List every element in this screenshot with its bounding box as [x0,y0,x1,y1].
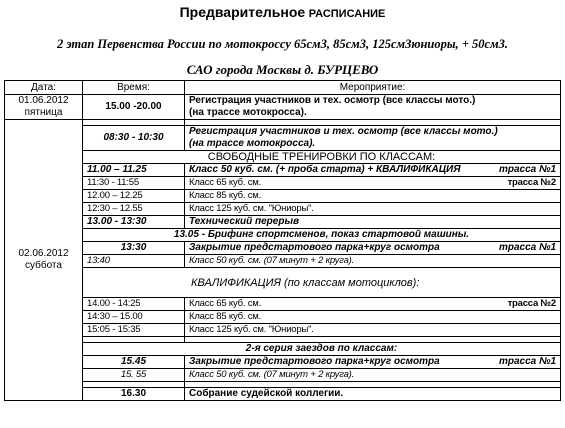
day1-weekday: пятница [24,107,63,118]
reg-event-note: (на трассе мотокросса). [189,138,316,149]
q1-event-cell [185,298,561,311]
table-row [5,255,561,268]
r6-event: Закрытие предстартового парка+круг осмотра [189,242,440,253]
s1-event-cell [185,356,561,369]
section-row [5,229,561,242]
table-row [5,324,561,337]
table-row [5,369,561,382]
s2-event: Класс 50 куб. см. (07 минут + 2 круга). [185,369,561,382]
r4-event: Класс 125 куб. см. "Юниоры". [185,203,561,216]
schedule-table [4,80,561,401]
table-row [5,242,561,255]
day2-date-cell [5,120,83,401]
title-main: Предварительное [179,4,306,20]
r4-time: 12:30 – 12.55 [83,203,185,216]
reg-event: Регистрация участников и тех. осмотр (все классы мото.) [189,126,498,137]
day1-event-note: (на трассе мотокросса). [189,107,307,118]
free-practice-heading: СВОБОДНЫЕ ТРЕНИРОВКИ ПО КЛАССАМ: [83,151,561,164]
qualification-heading: КВАЛИФИКАЦИЯ (по классам мотоциклов): [83,268,561,298]
day1-time: 15.00 -20.00 [83,95,185,120]
table-row [5,177,561,190]
document-subtitle: 2 этап Первенства России по мотокроссу 65см3, 85см3, 125см3юниоры, + 50см3. [56,37,509,51]
r2-event: Класс 65 куб. см. [189,177,262,188]
table-row [5,356,561,369]
table-header-row [5,81,561,95]
title-rest: РАСПИСАНИЕ [308,8,386,20]
table-row [5,298,561,311]
q1-track: трасса №2 [507,298,556,309]
table-row [5,126,561,151]
s3-time: 16.30 [83,388,185,401]
briefing-line: 13.05 - Брифинг спортсменов, показ стартовой машины. [83,229,561,242]
r2-time: 11:30 - 11:55 [83,177,185,190]
r1-time: 11.00 – 11.25 [83,164,185,177]
r5-event: Технический перерыв [185,216,561,229]
s2-time: 15. 55 [83,369,185,382]
day2-date: 02.06.2012 [18,248,69,259]
table-row [5,203,561,216]
q1-time: 14.00 - 14:25 [83,298,185,311]
s1-track: трасса №1 [498,356,556,367]
r6-time: 13:30 [83,242,185,255]
table-row [5,164,561,177]
reg-event-cell [185,126,561,151]
day1-event-cell [185,95,561,120]
table-row [5,95,561,120]
series2-heading: 2-я серия заездов по классам: [83,343,561,356]
section-row [5,268,561,298]
q2-event: Класс 85 куб. см. [185,311,561,324]
column-header-event: Мероприятие: [185,81,561,95]
r6-track: трасса №1 [498,242,556,253]
r1-event: Класс 50 куб. см. (+ проба старта) + КВАЛИФИКАЦИЯ [189,164,461,175]
column-header-date: Дата: [5,81,83,95]
table-row [5,216,561,229]
reg-time: 08:30 - 10:30 [83,126,185,151]
r7-event: Класс 50 куб. см. (07 минут + 2 круга). [185,255,561,268]
q1-event: Класс 65 куб. см. [189,298,262,309]
column-header-time: Время: [83,81,185,95]
r2-event-cell [185,177,561,190]
table-row [5,311,561,324]
r3-time: 12.00 – 12.25 [83,190,185,203]
table-row [5,190,561,203]
s1-event: Закрытие предстартового парка+круг осмотра [189,356,440,367]
r7-time: 13:40 [83,255,185,268]
q3-time: 15:05 - 15:35 [83,324,185,337]
q2-time: 14:30 – 15.00 [83,311,185,324]
venue-line: САО города Москвы д. БУРЦЕВО [186,62,379,77]
r1-event-cell [185,164,561,177]
section-row [5,151,561,164]
day1-event: Регистрация участников и тех. осмотр (все классы мото.) [189,95,476,106]
r2-track: трасса №2 [507,177,556,188]
r1-track: трасса №1 [498,164,556,175]
day1-date: 01.06.2012 [18,95,69,106]
s1-time: 15.45 [83,356,185,369]
s3-event: Собрание судейской коллегии. [185,388,561,401]
r3-event: Класс 85 куб. см. [185,190,561,203]
table-row [5,388,561,401]
q3-event: Класс 125 куб. см. "Юниоры". [185,324,561,337]
r5-time: 13.00 - 13:30 [83,216,185,229]
document-title [0,4,565,20]
day1-date-cell [5,95,83,120]
section-row [5,343,561,356]
day2-weekday: суббота [25,260,62,271]
r6-event-cell [185,242,561,255]
